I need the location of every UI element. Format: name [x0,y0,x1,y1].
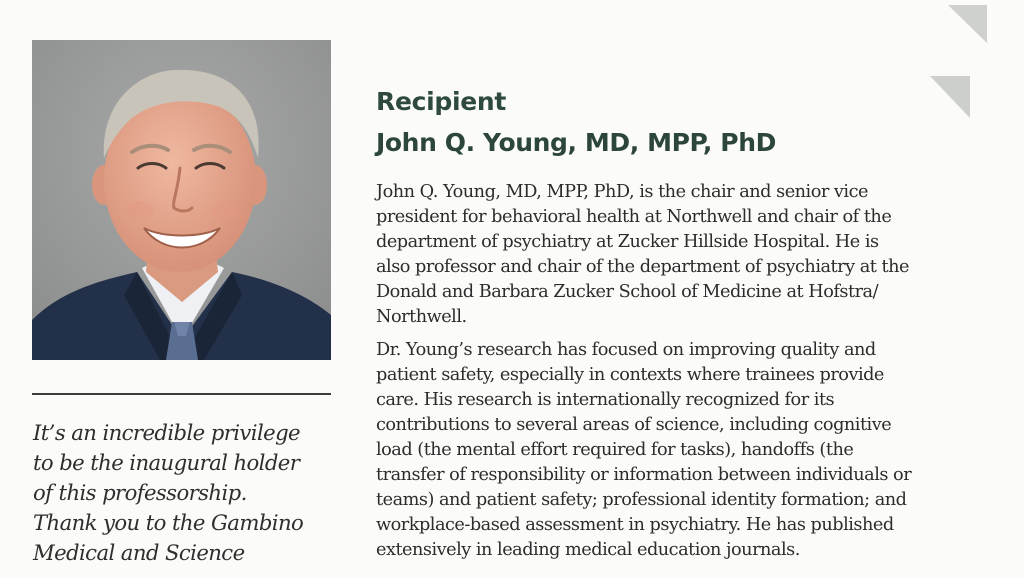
bio-line: Dr. Young’s research has focused on improving quality and [376,340,876,360]
bio-line: contributions to several areas of science, including cognitive [376,415,892,435]
bio-line: patient safety, especially in contexts where trainees provide [376,365,884,385]
recipient-label: Recipient [376,87,507,116]
pull-quote [33,418,333,568]
quote-line: to be the inaugural holder [33,450,300,475]
bio-paragraph-1 [376,180,1009,330]
quote-divider [32,393,331,395]
bio-line: John Q. Young, MD, MPP, PhD, is the chair and senior vice [376,182,868,202]
bio-line: care. His research is internationally recognized for its [376,390,835,410]
bio-line: workplace-based assessment in psychiatry. He has published [376,515,894,535]
quote-line: It’s an incredible privilege [33,420,300,445]
bio-line: teams) and patient safety; professional identity formation; and [376,490,907,510]
recipient-name: John Q. Young, MD, MPP, PhD [376,128,776,157]
bio-line: extensively in leading medical education journals. [376,540,800,560]
biography [376,180,1009,571]
bio-line: also professor and chair of the department of psychiatry at the [376,257,909,277]
portrait-photo [32,40,331,360]
portrait-illustration [32,40,331,360]
bio-line: department of psychiatry at Zucker Hillside Hospital. He is [376,232,879,252]
quote-line: Medical and Science [33,540,245,565]
corner-mark-top [945,3,990,45]
quote-line: of this professorship. [33,480,247,505]
bio-line: transfer of responsibility or information between individuals or [376,465,912,485]
corner-mark-bottom [927,74,973,120]
bio-line: Donald and Barbara Zucker School of Medicine at Hofstra/ [376,282,879,302]
bio-paragraph-2 [376,338,1009,563]
bio-line: president for behavioral health at Northwell and chair of the [376,207,892,227]
quote-line: Thank you to the Gambino [33,510,304,535]
bio-line: load (the mental effort required for tasks), handoffs (the [376,440,854,460]
bio-line: Northwell. [376,307,467,327]
